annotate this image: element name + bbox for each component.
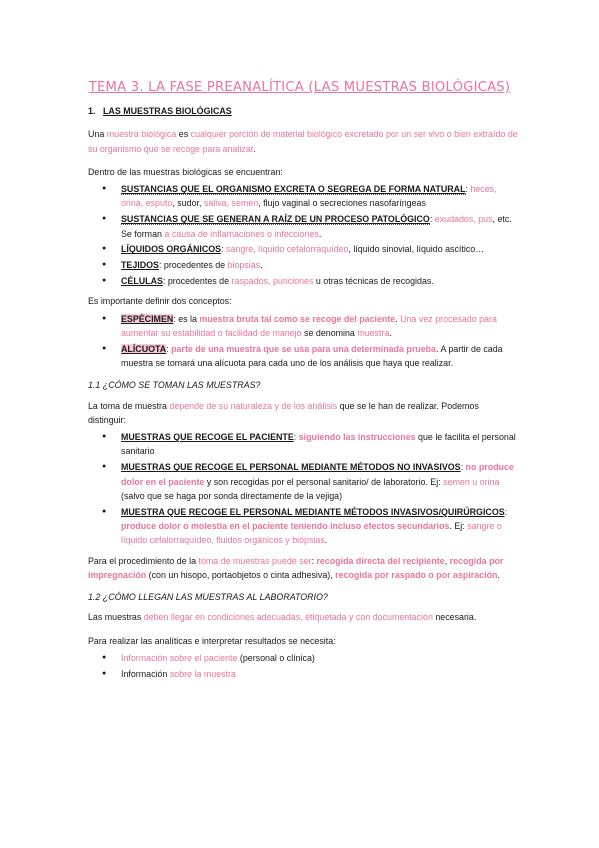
list-item: ● TEJIDOS: procedentes de biopsias. <box>88 258 518 272</box>
procedure-paragraph: Para el procedimiento de la toma de muestras puede ser: recogida directa del recipiente, recogida por impregnación (con un hisopo, portaobjetos o cinta adhesiva), recogida por raspado o por aspiración. <box>88 555 504 580</box>
list-item: ● MUESTRAS QUE RECOGE EL PERSONAL MEDIANTE MÉTODOS NO INVASIVOS: no produce dolor en el paciente y son recogidas por el personal sanitario/ de laboratorio. Ej: semen u orina (salvo que se haga por sonda directamente de la vejiga) <box>88 460 518 503</box>
list-item: ● SUSTANCIAS QUE SE GENERAN A RAÍZ DE UN PROCESO PATOLÓGICO: exudados, pus, etc. Se forman a causa de inflamaciones o infecciones. <box>88 212 518 241</box>
list-item: ● SUSTANCIAS QUE EL ORGANISMO EXCRETA O SEGREGA DE FORMA NATURAL: heces, orina, esputo, sudor, saliva, semen, flujo vaginal o secreciones nasofaríngeas <box>88 182 518 211</box>
page-title: TEMA 3. LA FASE PREANALÍTICA (LAS MUESTRAS BIOLÓGICAS) <box>88 80 511 95</box>
list-item: ● Información sobre el paciente (personal o clínica) <box>88 651 518 665</box>
section-heading: 1. LAS MUESTRAS BIOLÓGICAS <box>88 106 232 116</box>
sample-types-list <box>88 182 518 288</box>
list-item: ● LÍQUIDOS ORGÁNICOS: sangre, líquido cefalorraquídeo, líquido sinovial, líquido ascítico… <box>88 242 518 256</box>
info-list <box>88 651 518 681</box>
list-item: ● Información sobre la muestra <box>88 667 518 681</box>
concepts-list <box>88 312 518 371</box>
list-item: ● CÉLULAS: procedentes de raspados, punciones u otras técnicas de recogidas. <box>88 274 518 288</box>
list-item: ● MUESTRA QUE RECOGE EL PERSONAL MEDIANTE MÉTODOS INVASIVOS/QUIRÚRGICOS: produce dolor o molestia en el paciente teniendo incluso efectos secundarios. Ej: sangre o líquido cefalorraquídeo, fluidos orgánicos y biopsias. <box>88 505 518 548</box>
list-item: ● MUESTRAS QUE RECOGE EL PACIENTE: siguiendo las instrucciones que le facilita el personal sanitario <box>88 430 518 459</box>
toma-paragraph: La toma de muestra depende de su naturaleza y de los análisis que se le han de realizar. Podemos distinguir: <box>88 400 479 425</box>
types-intro: Dentro de las muestras biológicas se encuentran: <box>88 166 283 177</box>
concepts-intro: Es importante definir dos conceptos: <box>88 296 232 307</box>
analysis-intro: Para realizar las analíticas e interpretar resultados se necesita: <box>88 635 336 646</box>
subsection-heading: 1.2 ¿CÓMO LLEGAN LAS MUESTRAS AL LABORATORIO? <box>88 592 328 603</box>
arrival-paragraph: Las muestras deben llegar en condiciones adecuadas, etiquetada y con documentación necesaria. <box>88 612 477 623</box>
intro-paragraph: Una muestra biológica es cualquier porción de material biológico excretado por un ser vivo o bien extraído de su organismo que se recoge para analizar. <box>88 129 518 154</box>
list-item: ● ESPÉCIMEN: es la muestra bruta tal como se recoge del paciente. Una vez procesado para aumentar su estabilidad o facilidad de manejo se denomina muestra. <box>88 312 518 341</box>
document-body <box>88 104 518 683</box>
list-item: ● ALÍCUOTA: parte de una muestra que se usa para una determinada prueba. A partir de cada muestra se tomará una alícuota para cada uno de los análisis que haya que realizar. <box>88 342 518 371</box>
collection-list <box>88 430 518 547</box>
subsection-heading: 1.1 ¿CÓMO SE TOMAN LAS MUESTRAS? <box>88 380 261 391</box>
